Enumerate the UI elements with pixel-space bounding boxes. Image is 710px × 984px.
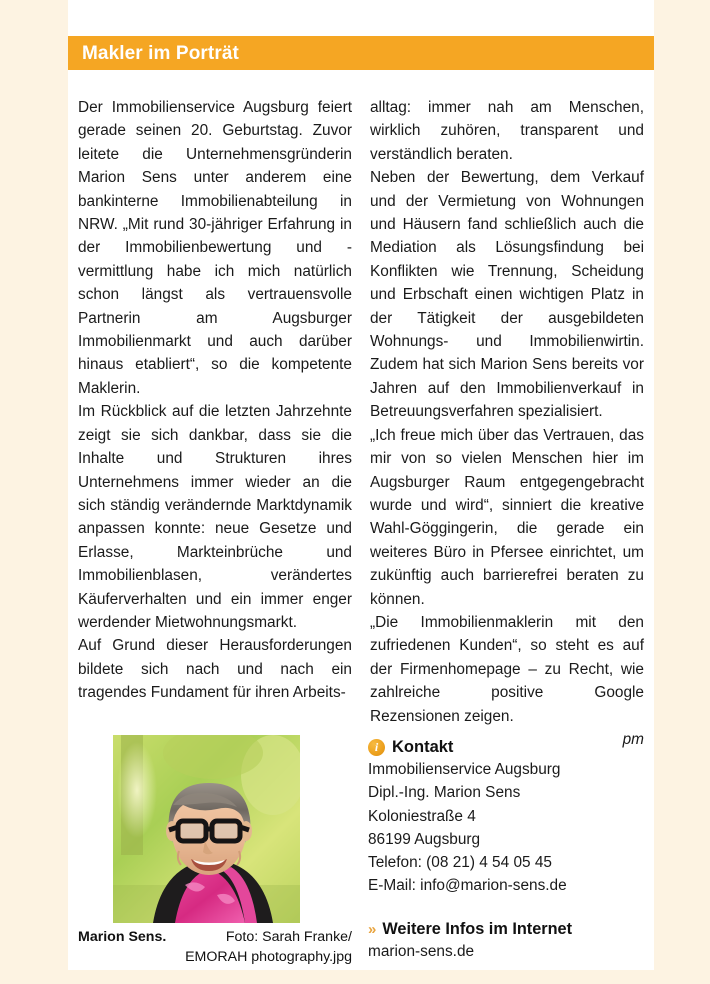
contact-city: 86199 Augsburg: [368, 830, 481, 848]
caption-credit-line1: Foto: Sarah Franke/: [225, 929, 352, 945]
info-icon: i: [368, 739, 385, 756]
web-url-link[interactable]: marion-sens.de: [368, 943, 475, 960]
banner-title: Makler im Porträt: [82, 42, 239, 64]
web-info-box: [368, 920, 644, 963]
contact-header: [368, 738, 644, 756]
portrait-image: [113, 735, 300, 923]
contact-email[interactable]: E-Mail: info@marion-sens.de: [368, 877, 567, 895]
paragraph-final: [370, 611, 644, 751]
article-columns: [78, 96, 644, 751]
paragraph: Auf Grund dieser Herausforderungen bildete sich nach und nach ein tragendes Fundament für ihren Arbeits-: [78, 637, 352, 702]
section-banner: [68, 36, 654, 70]
paragraph: alltag: immer nah am Menschen, wirklich zuhören, transparent und verständlich beraten.: [370, 99, 644, 163]
contact-details: [368, 758, 644, 897]
paragraph: Der Immobilienservice Augsburg feiert gerade seinen 20. Geburtstag. Zuvor leitete die Unternehmensgründerin Marion Sens unter anderem eine bankinterne Immobilienabteilung in NRW. „Mit rund 30-jähriger Erfahrung in der Immobilienbewertung und -vermittlung habe ich mich natürlich schon längst als vertrauensvolle Partnerin am Augsburger Immobilienmarkt und auch darüber hinaus etabliert“, so die kompetente Maklerin.: [78, 99, 352, 397]
byline: pm: [622, 730, 644, 748]
contact-person: Dipl.-Ing. Marion Sens: [368, 784, 521, 802]
photo-caption: [78, 928, 352, 967]
left-column: [78, 96, 352, 751]
contact-phone[interactable]: Telefon: (08 21) 4 54 05 45: [368, 853, 552, 871]
caption-name: Marion Sens.: [78, 929, 167, 945]
right-column: [370, 96, 644, 751]
contact-street: Koloniestraße 4: [368, 807, 476, 825]
contact-title: Kontakt: [392, 738, 454, 756]
paragraph: „Ich freue mich über das Vertrauen, das mir von so vielen Menschen hier im Augsburger Raum entgegengebracht wurde und wird“, sinniert die kreative Wahl-Göggingerin, die gerade ein weiteres Büro in Pfersee einrichtet, um zukünftig auch barrierefrei beraten zu können.: [370, 426, 644, 608]
portrait-photo: [113, 735, 300, 923]
web-info-header: [368, 920, 644, 939]
caption-credit-line2: EMORAH photography.jpg: [185, 948, 352, 965]
contact-box: [368, 738, 644, 897]
web-info-title: Weitere Infos im Internet: [382, 920, 573, 938]
chevron-right-icon: »: [368, 921, 377, 938]
paragraph: Im Rückblick auf die letzten Jahrzehnte zeigt sie sich dankbar, dass sie die Inhalte und Strukturen ihres Unternehmens immer wieder an die sich ständig verändernde Marktdynamik anpassen konnte: neue Gesetze und Erlasse, Markteinbrüche und Immobilienblasen, verändertes Käuferverhalten und ein immer enger werdender Mietwohnungsmarkt.: [78, 403, 352, 631]
contact-company: Immobilienservice Augsburg: [368, 761, 561, 779]
paragraph: Neben der Bewertung, dem Verkauf und der Vermietung von Wohnungen und Häusern fand schließlich auch die Mediation als Lösungsfindung bei Konflikten wie Trennung, Scheidung und Erbschaft einen wichtigen Platz in der Tätigkeit der ausgebildeten Wohnungs- und Immobilienwirtin. Zudem hat sich Marion Sens bereits vor Jahren auf den Immobilienverkauf in Betreuungsverfahren spezialisiert.: [370, 169, 644, 421]
paragraph-text: „Die Immobilienmaklerin mit den zufriedenen Kunden“, so steht es auf der Firmenhomepage – zu Recht, wie zahlreiche positive Google Rezensionen zeigen.: [370, 613, 644, 725]
